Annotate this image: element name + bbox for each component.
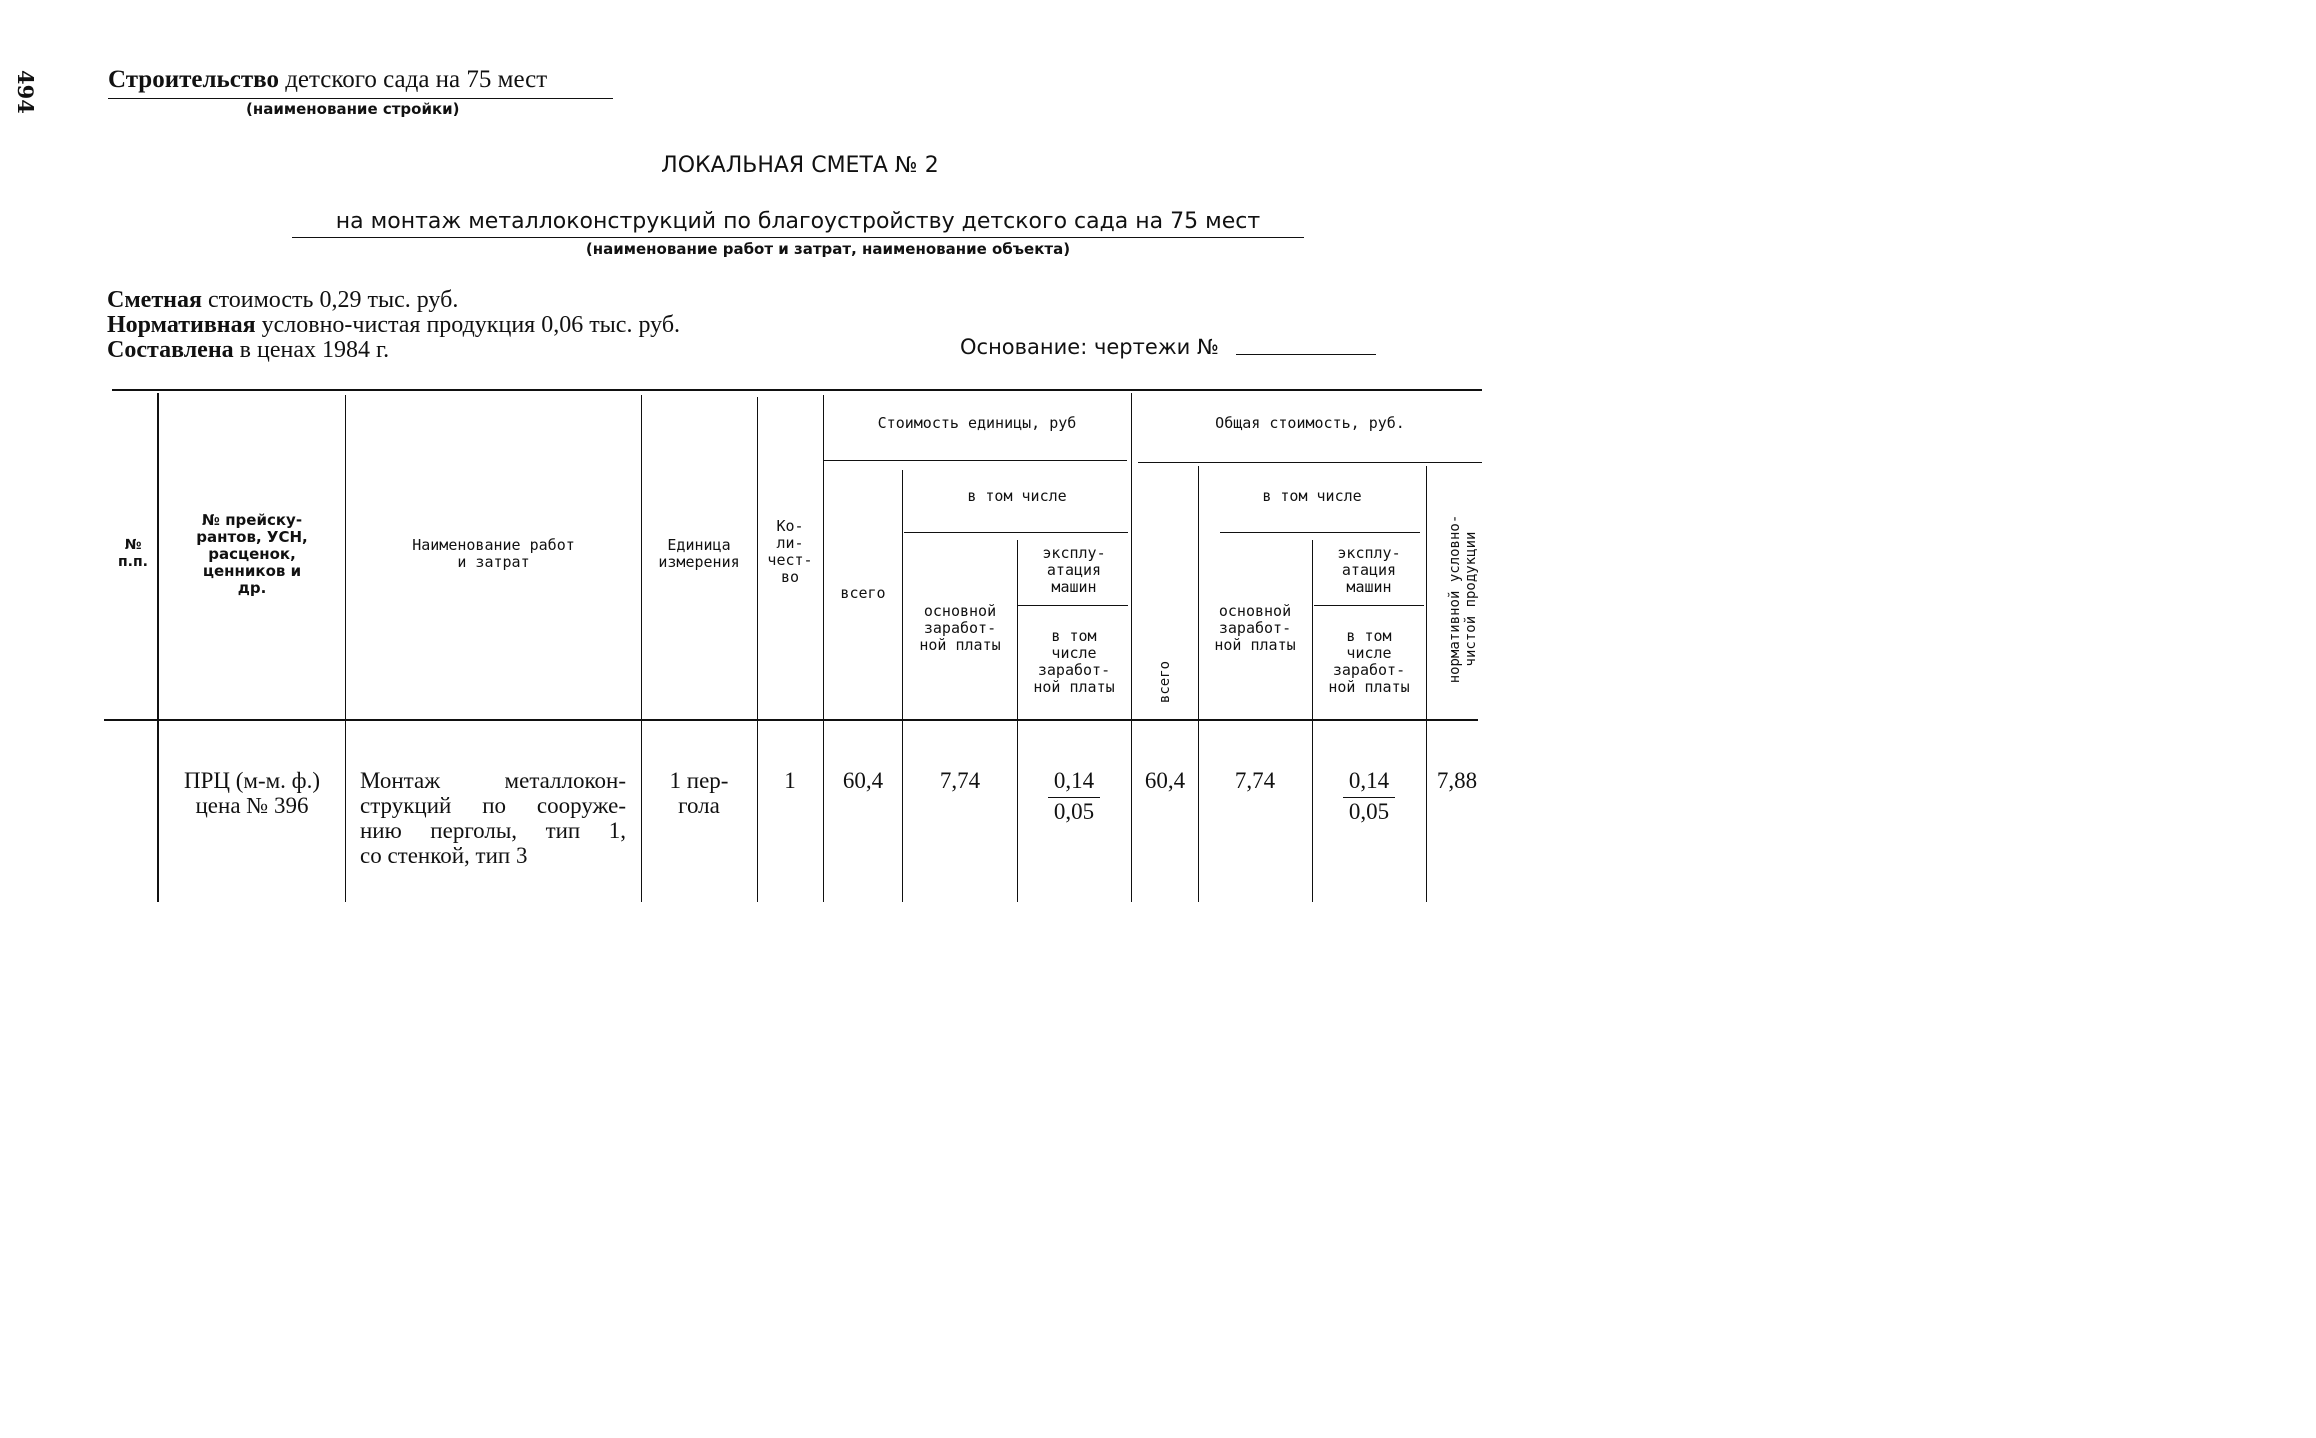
summary-norm-rest: условно-чистая продукция 0,06 тыс. руб. — [255, 312, 681, 338]
row-unit-line-2: гола — [678, 793, 720, 818]
table-header-rule — [104, 719, 1478, 721]
header-pricelist-line-4: ценников и — [202, 562, 302, 580]
header-norm-product-line-2: чистой продукции — [1463, 531, 1479, 667]
row-pricelist — [160, 768, 344, 818]
summary-prices-label: Составлена — [107, 337, 234, 363]
subject-underline — [292, 237, 1304, 238]
estimate-title: ЛОКАЛЬНАЯ СМЕТА № 2 — [661, 153, 939, 178]
row-norm-product: 7,88 — [1436, 768, 1478, 793]
header-qty — [758, 518, 822, 586]
header-pricelist-line-5: др. — [237, 579, 267, 597]
header-total-machine-wage-line-2: числе — [1346, 644, 1392, 662]
header-qty-line-4: во — [780, 568, 800, 586]
col-rule-11 — [1426, 466, 1427, 902]
col-rule-6 — [902, 470, 903, 902]
header-unit-machine-wage-line-1: в том — [1051, 627, 1097, 645]
header-total-machine-wage-line-4: ной платы — [1328, 678, 1410, 696]
col-rule-2 — [345, 395, 346, 902]
summary-cost-rest: стоимость 0,29 тыс. руб. — [201, 287, 459, 313]
header-unit-machine-line-1: эксплу- — [1042, 544, 1106, 562]
unit-cost-group-rule — [824, 460, 1127, 461]
row-name-line-3: нию перголы, тип 1, — [360, 818, 626, 843]
row-unit-machine: 0,14 — [1053, 768, 1095, 793]
row-unit-line-1: 1 пер- — [669, 768, 729, 793]
header-total-base-wage-line-2: заработ- — [1218, 619, 1292, 637]
header-total-machine-wage — [1313, 628, 1425, 696]
summary-cost-label: Сметная — [107, 287, 202, 313]
total-cost-group-rule — [1138, 462, 1482, 463]
header-unit-base-wage — [903, 603, 1017, 654]
row-name-line-1: Монтаж металлокон- — [360, 768, 626, 793]
header-pricelist-line-1: № прейску- — [201, 511, 303, 529]
header-unit-line-2: измерения — [658, 553, 740, 571]
summary-prices — [107, 337, 389, 364]
row-name — [360, 768, 626, 868]
row-name-line-2: струкций по сооруже- — [360, 793, 626, 818]
subject-caption: (наименование работ и затрат, наименование объекта) — [585, 240, 1071, 258]
summary-basis: Основание: чертежи № — [960, 335, 1219, 359]
header-unit-machine-line-2: атация — [1046, 561, 1102, 579]
summary-norm-label: Нормативная — [107, 312, 256, 338]
header-name-line-1: Наименование работ — [412, 536, 575, 554]
header-qty-line-3: чест- — [767, 551, 813, 569]
col-rule-9 — [1198, 466, 1199, 902]
row-total-machine-wage: 0,05 — [1348, 799, 1390, 824]
summary-norm — [107, 312, 680, 339]
row-pricelist-line-1: ПРЦ (м-м. ф.) — [183, 768, 320, 793]
row-unit — [642, 768, 756, 818]
header-unit-machine — [1018, 545, 1130, 596]
row-unit-base-wage: 7,74 — [939, 768, 981, 793]
row-unit-total: 60,4 — [842, 768, 884, 793]
construction-name — [108, 66, 547, 94]
header-unit — [642, 537, 756, 571]
header-total-machine-wage-line-3: заработ- — [1332, 661, 1406, 679]
header-total-machine-line-2: атация — [1341, 561, 1397, 579]
header-unit-incl: в том числе — [967, 487, 1067, 505]
header-unit-base-wage-line-1: основной — [923, 602, 997, 620]
construction-prefix: Строительство — [108, 66, 279, 93]
construction-rest: детского сада на 75 мест — [278, 66, 548, 93]
header-unit-machine-line-3: машин — [1051, 578, 1097, 596]
header-total-machine-wage-line-1: в том — [1346, 627, 1392, 645]
row-total-machine: 0,14 — [1348, 768, 1390, 793]
header-pricelist-line-3: расценок, — [208, 545, 296, 563]
row-name-line-4: со стенкой, тип 3 — [360, 843, 528, 868]
header-unit-machine-wage-line-3: заработ- — [1037, 661, 1111, 679]
header-total-incl: в том числе — [1262, 487, 1362, 505]
header-unit-machine-wage-line-2: числе — [1051, 644, 1097, 662]
header-unit-machine-wage-line-4: ной платы — [1033, 678, 1115, 696]
row-pricelist-line-2: цена № 396 — [195, 793, 309, 818]
table-top-rule — [112, 389, 1482, 391]
header-unit-cost-group: Стоимость единицы, руб — [877, 414, 1077, 432]
header-total-base-wage — [1199, 603, 1311, 654]
header-unit-total: всего — [840, 584, 886, 602]
header-total-machine-line-1: эксплу- — [1337, 544, 1401, 562]
col-rule-4 — [757, 397, 758, 902]
header-total-machine-line-3: машин — [1346, 578, 1392, 596]
total-incl-rule — [1220, 532, 1420, 533]
header-name-line-2: и затрат — [457, 553, 530, 571]
row-total: 60,4 — [1144, 768, 1186, 793]
unit-machine-rule — [1018, 605, 1128, 606]
header-unit-base-wage-line-3: ной платы — [919, 636, 1001, 654]
summary-cost — [107, 287, 458, 314]
header-num — [108, 537, 158, 571]
col-rule-3 — [641, 395, 642, 902]
header-total-base-wage-line-1: основной — [1218, 602, 1292, 620]
col-rule-1 — [157, 393, 159, 902]
row-qty: 1 — [784, 768, 796, 793]
col-rule-5 — [823, 395, 824, 902]
estimate-subject: на монтаж металлоконструкций по благоустройству детского сада на 75 мест — [335, 209, 1261, 234]
row-unit-machine-fraction-bar — [1048, 797, 1100, 798]
header-name — [346, 537, 641, 571]
header-total-total: всего — [1157, 660, 1173, 704]
row-unit-machine-wage: 0,05 — [1053, 799, 1095, 824]
row-total-base-wage: 7,74 — [1234, 768, 1276, 793]
header-unit-base-wage-line-2: заработ- — [923, 619, 997, 637]
header-qty-line-1: Ко- — [776, 517, 804, 535]
unit-incl-rule — [904, 532, 1128, 533]
header-norm-product-line-1: нормативной условно- — [1447, 514, 1463, 684]
construction-underline — [108, 98, 613, 99]
header-unit-machine-wage — [1018, 628, 1130, 696]
row-total-machine-fraction-bar — [1343, 797, 1395, 798]
col-rule-8 — [1131, 393, 1132, 902]
construction-caption: (наименование стройки) — [246, 100, 460, 118]
page-number: 494 — [13, 70, 38, 114]
header-num-line-1: № — [124, 537, 142, 553]
header-total-machine — [1313, 545, 1425, 596]
header-num-line-2: п.п. — [118, 554, 148, 570]
header-qty-line-2: ли- — [776, 534, 804, 552]
header-pricelist — [160, 512, 344, 597]
header-total-cost-group: Общая стоимость, руб. — [1215, 414, 1405, 432]
total-machine-rule — [1314, 605, 1424, 606]
header-unit-line-1: Единица — [667, 536, 731, 554]
header-total-base-wage-line-3: ной платы — [1214, 636, 1296, 654]
header-norm-product — [1447, 486, 1479, 712]
summary-prices-rest: в ценах 1984 г. — [233, 337, 390, 363]
header-pricelist-line-2: рантов, УСН, — [196, 528, 308, 546]
basis-blank-line — [1236, 354, 1376, 355]
